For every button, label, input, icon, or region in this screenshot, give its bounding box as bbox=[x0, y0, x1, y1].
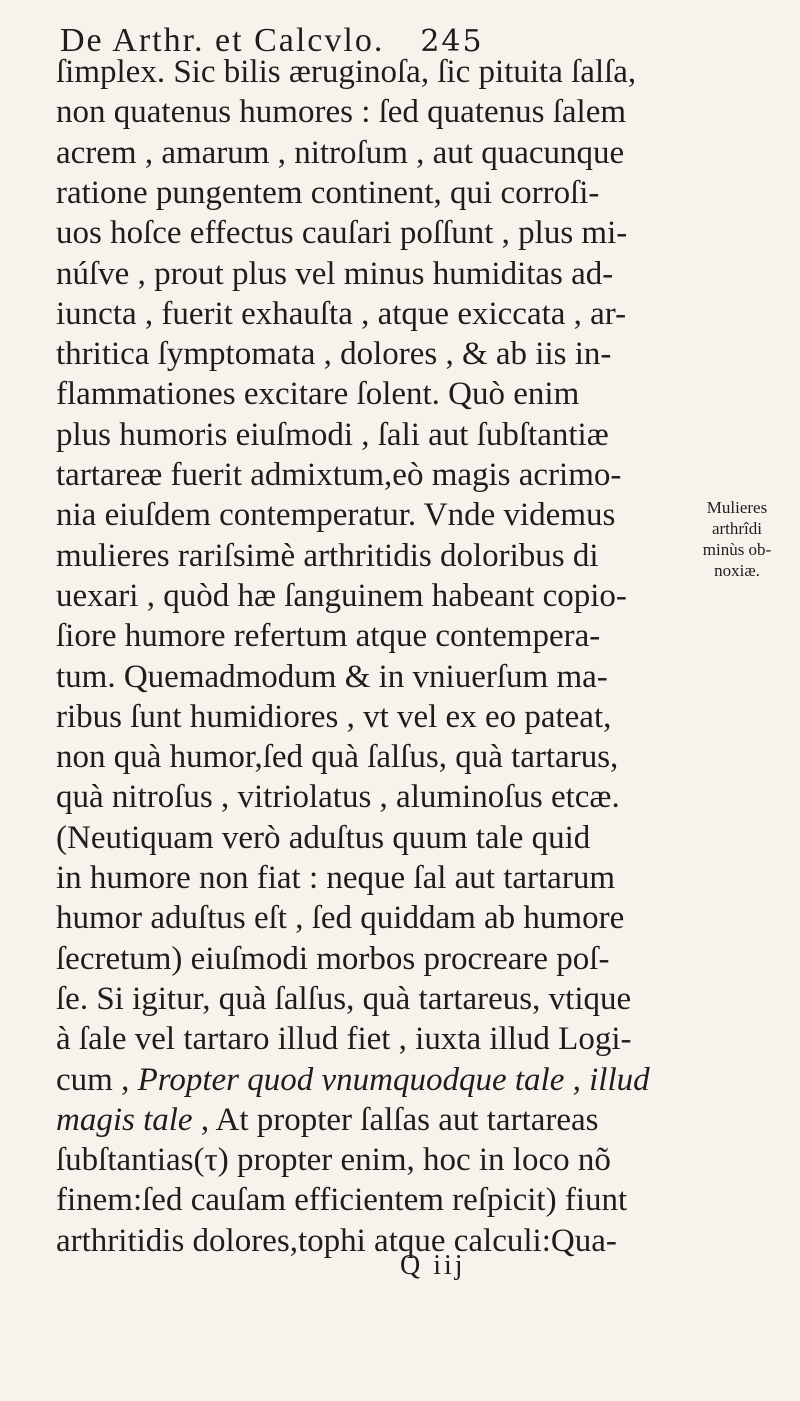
text-line: acrem , amarum , nitroſum , aut quacunque bbox=[56, 134, 625, 171]
margin-note bbox=[682, 497, 792, 581]
text-line: ribus ſunt humidiores , vt vel ex eo pateat, bbox=[56, 698, 612, 735]
text-line: ſiore humore refertum atque contempera- bbox=[56, 618, 601, 655]
text-line: ſecretum) eiuſmodi morbos procreare poſ- bbox=[56, 940, 610, 977]
running-title: De Arthr. et Calcvlo. bbox=[60, 22, 385, 59]
text-line: iuncta , fuerit exhauſta , atque exiccata , ar- bbox=[56, 295, 627, 332]
text-line: magis tale , At propter ſalſas aut tartareas bbox=[56, 1101, 599, 1138]
text-line: arthritidis dolores,tophi atque calculi:Qua- bbox=[56, 1222, 617, 1259]
text-line: ſimplex. Sic bilis æruginoſa, ſic pituita ſalſa, bbox=[56, 54, 637, 90]
text-line: núſve , prout plus vel minus humiditas ad- bbox=[56, 255, 614, 292]
margin-note-line: minùs ob- bbox=[702, 540, 772, 559]
text-line: non quatenus humores : ſed quatenus ſalem bbox=[56, 94, 627, 131]
text-line: quà nitroſus , vitriolatus , aluminoſus etcæ. bbox=[56, 779, 620, 816]
text-line: non quà humor,ſed quà ſalſus, quà tartarus, bbox=[56, 739, 619, 776]
text-line: tartareæ fuerit admixtum,eò magis acrimo- bbox=[56, 457, 622, 493]
text-line: (Neutiquam verò aduſtus quum tale quid bbox=[56, 819, 591, 856]
text-line: flammationes excitare ſolent. Quò enim bbox=[56, 376, 580, 413]
text-line: ſe. Si igitur, quà ſalſus, quà tartareus, vtique bbox=[56, 980, 632, 1017]
text-line: finem:ſed cauſam efficientem reſpicit) fiunt bbox=[56, 1182, 628, 1219]
page-number: 245 bbox=[420, 24, 484, 59]
margin-note-line: noxiæ. bbox=[714, 561, 760, 580]
text-line: mulieres rariſsimè arthritidis doloribus di bbox=[56, 537, 599, 574]
margin-note-line: Mulieres bbox=[706, 498, 768, 517]
text-line: uos hoſce effectus cauſari poſſunt , plus mi- bbox=[56, 215, 628, 252]
signature-mark: Q iij bbox=[400, 1250, 466, 1281]
text-line: nia eiuſdem contemperatur. Vnde videmus bbox=[56, 497, 616, 534]
text-line: plus humoris eiuſmodi , ſali aut ſubſtantiæ bbox=[56, 416, 609, 453]
text-line: thritica ſymptomata , dolores , & ab iis in- bbox=[56, 336, 612, 373]
text-line: cum , Propter quod vnumquodque tale , illud bbox=[56, 1061, 650, 1098]
text-line: tum. Quemadmodum & in vniuerſum ma- bbox=[56, 658, 608, 695]
text-line: uexari , quòd hæ ſanguinem habeant copio- bbox=[56, 577, 627, 614]
text-line: à ſale vel tartaro illud fiet , iuxta illud Logi- bbox=[56, 1021, 632, 1058]
text-line: ſubſtantias(τ) propter enim, hoc in loco nõ bbox=[56, 1142, 611, 1179]
text-line: humor aduſtus eſt , ſed quiddam ab humore bbox=[56, 900, 625, 937]
text-line: ratione pungentem continent, qui corroſi- bbox=[56, 174, 600, 211]
text-line: in humore non fiat : neque ſal aut tartarum bbox=[56, 860, 615, 896]
margin-note-line: arthrîdi bbox=[711, 519, 763, 538]
